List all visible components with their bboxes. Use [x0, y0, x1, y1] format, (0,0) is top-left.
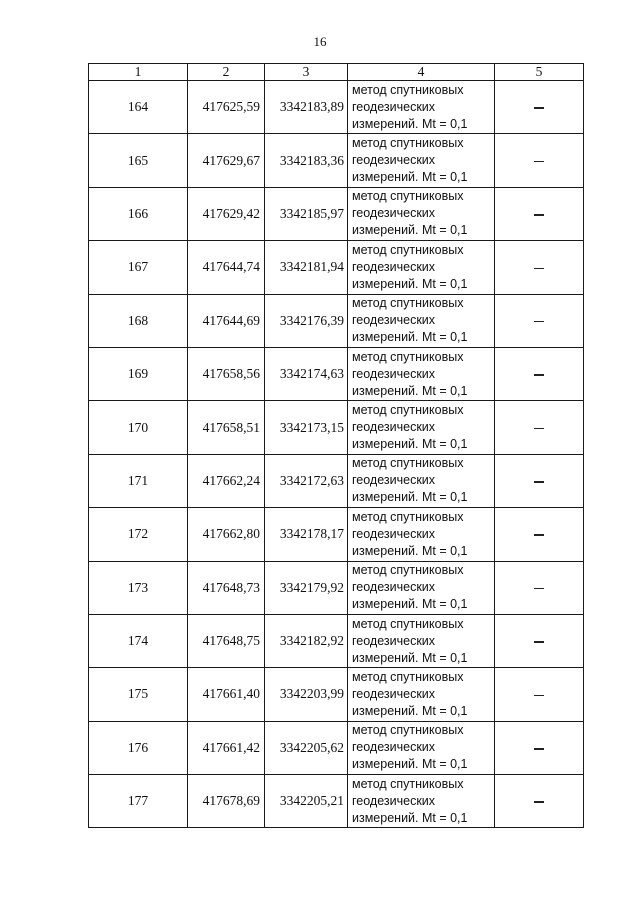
point-number-cell: 165 — [89, 134, 188, 187]
table-row — [89, 241, 584, 294]
x-coordinate-cell: 417661,40 — [188, 668, 265, 721]
dash-mark — [534, 641, 544, 643]
table-row — [89, 775, 584, 828]
method-line: метод спутниковых — [352, 456, 464, 471]
method-cell — [348, 614, 495, 667]
table-row — [89, 134, 584, 187]
note-cell — [495, 294, 584, 347]
point-number-cell: 175 — [89, 668, 188, 721]
dash-mark — [534, 428, 544, 430]
method-line: измерений. Mt = 0,1 — [352, 490, 468, 505]
method-cell — [348, 668, 495, 721]
table-row — [89, 614, 584, 667]
header-col-4: 4 — [348, 64, 495, 81]
table-row — [89, 81, 584, 134]
point-number-cell: 169 — [89, 347, 188, 400]
method-line: измерений. Mt = 0,1 — [352, 330, 468, 345]
method-line: метод спутниковых — [352, 403, 464, 418]
y-coordinate-cell: 3342181,94 — [265, 241, 348, 294]
y-coordinate-cell: 3342179,92 — [265, 561, 348, 614]
method-line: геодезических — [352, 740, 436, 755]
method-cell — [348, 134, 495, 187]
x-coordinate-cell: 417662,24 — [188, 454, 265, 507]
dash-mark — [534, 107, 544, 109]
method-cell — [348, 347, 495, 400]
method-line: измерений. Mt = 0,1 — [352, 116, 468, 131]
method-line: метод спутниковых — [352, 296, 464, 311]
note-cell — [495, 187, 584, 240]
method-cell — [348, 721, 495, 774]
method-line: измерений. Mt = 0,1 — [352, 757, 468, 772]
method-line: геодезических — [352, 526, 436, 541]
method-line: геодезических — [352, 633, 436, 648]
method-line: измерений. Mt = 0,1 — [352, 170, 468, 185]
note-cell — [495, 561, 584, 614]
dash-mark — [534, 374, 544, 376]
y-coordinate-cell: 3342176,39 — [265, 294, 348, 347]
point-number-cell: 166 — [89, 187, 188, 240]
table-row — [89, 294, 584, 347]
method-line: измерений. Mt = 0,1 — [352, 650, 468, 665]
note-cell — [495, 347, 584, 400]
method-line: метод спутниковых — [352, 776, 464, 791]
dash-mark — [534, 588, 544, 590]
x-coordinate-cell: 417658,56 — [188, 347, 265, 400]
note-cell — [495, 241, 584, 294]
x-coordinate-cell: 417658,51 — [188, 401, 265, 454]
table-row — [89, 721, 584, 774]
method-line: геодезических — [352, 793, 436, 808]
x-coordinate-cell: 417629,42 — [188, 187, 265, 240]
table-row — [89, 401, 584, 454]
method-cell — [348, 241, 495, 294]
method-cell — [348, 775, 495, 828]
method-cell — [348, 187, 495, 240]
header-col-3: 3 — [265, 64, 348, 81]
method-line: метод спутниковых — [352, 723, 464, 738]
method-line: измерений. Mt = 0,1 — [352, 810, 468, 825]
dash-mark — [534, 801, 544, 803]
method-line: метод спутниковых — [352, 136, 464, 151]
table-row — [89, 668, 584, 721]
dash-mark — [534, 321, 544, 323]
dash-mark — [534, 748, 544, 750]
point-number-cell: 173 — [89, 561, 188, 614]
y-coordinate-cell: 3342183,36 — [265, 134, 348, 187]
table-row — [89, 347, 584, 400]
x-coordinate-cell: 417629,67 — [188, 134, 265, 187]
table-row — [89, 561, 584, 614]
x-coordinate-cell: 417661,42 — [188, 721, 265, 774]
point-number-cell: 167 — [89, 241, 188, 294]
method-line: метод спутниковых — [352, 242, 464, 257]
y-coordinate-cell: 3342174,63 — [265, 347, 348, 400]
method-line: метод спутниковых — [352, 189, 464, 204]
dash-mark — [534, 268, 544, 270]
note-cell — [495, 401, 584, 454]
method-line: измерений. Mt = 0,1 — [352, 276, 468, 291]
method-line: метод спутниковых — [352, 509, 464, 524]
y-coordinate-cell: 3342205,62 — [265, 721, 348, 774]
y-coordinate-cell: 3342203,99 — [265, 668, 348, 721]
y-coordinate-cell: 3342173,15 — [265, 401, 348, 454]
point-number-cell: 171 — [89, 454, 188, 507]
y-coordinate-cell: 3342172,63 — [265, 454, 348, 507]
point-number-cell: 164 — [89, 81, 188, 134]
x-coordinate-cell: 417678,69 — [188, 775, 265, 828]
point-number-cell: 172 — [89, 508, 188, 561]
point-number-cell: 170 — [89, 401, 188, 454]
method-cell — [348, 401, 495, 454]
dash-mark — [534, 214, 544, 216]
method-line: геодезических — [352, 206, 436, 221]
table-body — [89, 81, 584, 828]
note-cell — [495, 134, 584, 187]
method-line: измерений. Mt = 0,1 — [352, 703, 468, 718]
method-cell — [348, 81, 495, 134]
header-col-1: 1 — [89, 64, 188, 81]
method-line: метод спутниковых — [352, 349, 464, 364]
y-coordinate-cell: 3342185,97 — [265, 187, 348, 240]
method-line: геодезических — [352, 313, 436, 328]
y-coordinate-cell: 3342178,17 — [265, 508, 348, 561]
table-header-row — [89, 64, 584, 81]
x-coordinate-cell: 417648,75 — [188, 614, 265, 667]
dash-mark — [534, 695, 544, 697]
method-line: измерений. Mt = 0,1 — [352, 597, 468, 612]
method-line: метод спутниковых — [352, 616, 464, 631]
note-cell — [495, 721, 584, 774]
y-coordinate-cell: 3342182,92 — [265, 614, 348, 667]
point-number-cell: 176 — [89, 721, 188, 774]
table-row — [89, 454, 584, 507]
page-number: 16 — [313, 34, 327, 49]
method-line: геодезических — [352, 580, 436, 595]
x-coordinate-cell: 417648,73 — [188, 561, 265, 614]
note-cell — [495, 668, 584, 721]
method-cell — [348, 561, 495, 614]
method-line: измерений. Mt = 0,1 — [352, 437, 468, 452]
method-line: геодезических — [352, 259, 436, 274]
table-row — [89, 187, 584, 240]
point-number-cell: 177 — [89, 775, 188, 828]
method-line: метод спутниковых — [352, 669, 464, 684]
x-coordinate-cell: 417625,59 — [188, 81, 265, 134]
header-col-5: 5 — [495, 64, 584, 81]
method-cell — [348, 294, 495, 347]
y-coordinate-cell: 3342183,89 — [265, 81, 348, 134]
coordinates-table — [88, 63, 584, 828]
method-line: измерений. Mt = 0,1 — [352, 543, 468, 558]
method-line: геодезических — [352, 473, 436, 488]
x-coordinate-cell: 417644,69 — [188, 294, 265, 347]
method-line: метод спутниковых — [352, 563, 464, 578]
method-line: геодезических — [352, 153, 436, 168]
method-line: геодезических — [352, 99, 436, 114]
x-coordinate-cell: 417644,74 — [188, 241, 265, 294]
x-coordinate-cell: 417662,80 — [188, 508, 265, 561]
point-number-cell: 168 — [89, 294, 188, 347]
note-cell — [495, 614, 584, 667]
table-row — [89, 508, 584, 561]
method-line: метод спутниковых — [352, 82, 464, 97]
method-line: измерений. Mt = 0,1 — [352, 383, 468, 398]
method-line: геодезических — [352, 420, 436, 435]
header-col-2: 2 — [188, 64, 265, 81]
method-line: геодезических — [352, 686, 436, 701]
dash-mark — [534, 481, 544, 483]
method-line: измерений. Mt = 0,1 — [352, 223, 468, 238]
note-cell — [495, 454, 584, 507]
method-cell — [348, 508, 495, 561]
dash-mark — [534, 534, 544, 536]
note-cell — [495, 508, 584, 561]
note-cell — [495, 81, 584, 134]
y-coordinate-cell: 3342205,21 — [265, 775, 348, 828]
point-number-cell: 174 — [89, 614, 188, 667]
method-cell — [348, 454, 495, 507]
note-cell — [495, 775, 584, 828]
dash-mark — [534, 161, 544, 163]
method-line: геодезических — [352, 366, 436, 381]
